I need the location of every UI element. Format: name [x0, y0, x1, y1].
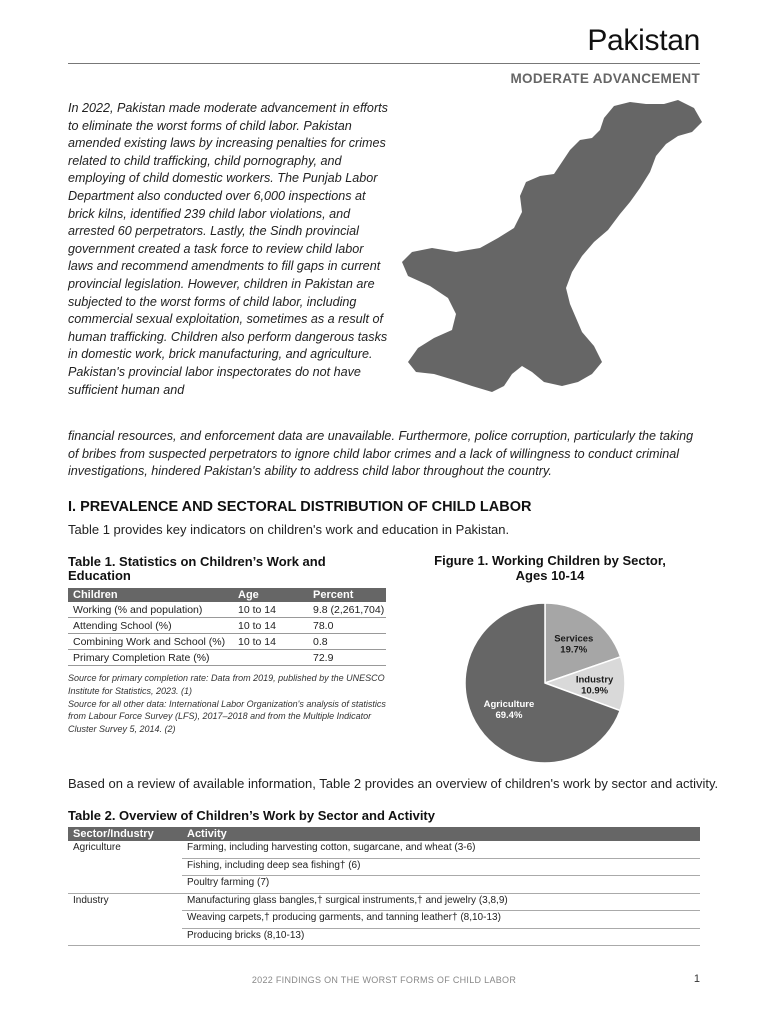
table-row: [68, 634, 386, 650]
table-cell: Farming, including harvesting cotton, sugarcane, and wheat (3-6): [182, 841, 700, 858]
section-heading: I. PREVALENCE AND SECTORAL DISTRIBUTION OF CHILD LABOR: [68, 499, 532, 515]
country-title: Pakistan: [587, 24, 700, 57]
table2-header-activity: Activity: [182, 827, 700, 841]
table-cell: 9.8 (2,261,704): [308, 602, 386, 618]
table1: [68, 588, 386, 666]
table-row: [68, 893, 700, 911]
table1-header-children: Children: [68, 588, 233, 602]
table-cell: 10 to 14: [233, 618, 308, 634]
table-cell: Weaving carpets,† producing garments, and tanning leather† (8,10-13): [182, 911, 700, 929]
footer-text: 2022 FINDINGS ON THE WORST FORMS OF CHILD LABOR: [251, 975, 517, 985]
table-cell: Primary Completion Rate (%): [68, 650, 233, 666]
figure1-pie-chart: [462, 600, 628, 766]
intro-paragraph-narrow: In 2022, Pakistan made moderate advancement in efforts to eliminate the worst forms of child labor. Pakistan amended existing laws by increasing penalties for crimes related to child trafficking, child pornography, and employing of child domestic workers. The Punjab Labor Department also conducted over 6,000 inspections at brick kilns, identified 239 child labor violations, and arrested 60 perpetrators. Lastly, the Sindh provincial government created a task force to review child labor laws and recommend amendments to fill gaps in current provincial legislation. However, children in Pakistan are subjected to the worst forms of child labor, including commercial sexual exploitation, sometimes as a result of human trafficking. Children also perform dangerous tasks in domestic work, brick manufacturing, and agriculture. Pakistan's provincial labor inspectorates do not have sufficient human and: [68, 101, 388, 397]
header-divider: [68, 63, 700, 64]
pie-label-agriculture: Agriculture: [483, 699, 535, 711]
table-cell: Agriculture: [73, 842, 121, 853]
table-row: [68, 841, 700, 858]
pie-label-industry: Industry: [575, 674, 614, 686]
pie-label-services: Services: [554, 633, 594, 645]
table-row: [68, 650, 386, 666]
intro-paragraph-wide: financial resources, and enforcement data are unavailable. Furthermore, police corruption, particularly the taking of bribes from suspected perpetrators to ignore child labor crimes and a lack of willingness to conduct criminal investigations, hindered Pakistan's ability to address child labor throughout the country.: [68, 429, 694, 479]
table-row: [68, 602, 386, 618]
table1-source-other: Source for all other data: International Labor Organization's analysis of statistics from Labour Force Survey (LFS), 2017–2018 and from the Multiple Indicator Cluster Survey 5, 2014. (2): [68, 698, 386, 735]
section-intro: Table 1 provides key indicators on children's work and education in Pakistan.: [68, 522, 510, 537]
table1-header-age: Age: [233, 588, 308, 602]
table-cell: Industry: [73, 894, 109, 906]
table1-header-percent: Percent: [308, 588, 386, 602]
table-cell: 0.8: [308, 634, 386, 650]
table-cell: Attending School (%): [68, 618, 233, 634]
table-cell: Manufacturing glass bangles,† surgical instruments,† and jewelry (3,8,9): [182, 893, 700, 911]
table-cell: Combining Work and School (%): [68, 634, 233, 650]
table-cell: Poultry farming (7): [182, 876, 700, 894]
table-cell: [68, 928, 182, 946]
pie-value-industry: 10.9%: [581, 685, 609, 697]
table-row: [68, 876, 700, 894]
table-cell: Working (% and population): [68, 602, 233, 618]
table-row: [68, 928, 700, 946]
table-cell: [233, 650, 308, 666]
table-cell: 10 to 14: [233, 602, 308, 618]
table-cell: [68, 858, 182, 876]
table-row: [68, 911, 700, 929]
table1-source: [68, 672, 386, 736]
figure1-title: Figure 1. Working Children by Sector, Ages 10-14: [434, 553, 666, 583]
table2-title: Table 2. Overview of Children’s Work by Sector and Activity: [68, 808, 435, 823]
table-cell: Producing bricks (8,10-13): [182, 928, 700, 946]
table-cell: 10 to 14: [233, 634, 308, 650]
table-cell: [68, 876, 182, 894]
pakistan-map-icon: [394, 92, 710, 398]
assessment-level: MODERATE ADVANCEMENT: [510, 71, 700, 86]
page-number: 1: [693, 973, 700, 985]
table-cell: 72.9: [308, 650, 386, 666]
table2-intro: Based on a review of available information, Table 2 provides an overview of children's work by sector and activity.: [68, 776, 719, 791]
table-cell: 78.0: [308, 618, 386, 634]
table2: [68, 827, 700, 946]
pie-value-services: 19.7%: [560, 644, 588, 656]
table-row: [68, 618, 386, 634]
pie-value-agriculture: 69.4%: [495, 710, 523, 722]
table-cell: Fishing, including deep sea fishing† (6): [182, 858, 700, 876]
table1-title: Table 1. Statistics on Children’s Work and Education: [68, 554, 326, 583]
table1-source-primary: Source for primary completion rate: Data from 2019, published by the UNESCO Institute for Statistics, 2023. (1): [68, 673, 385, 696]
table-row: [68, 858, 700, 876]
table2-header-sector: Sector/Industry: [68, 827, 182, 841]
table-cell: [68, 911, 182, 929]
